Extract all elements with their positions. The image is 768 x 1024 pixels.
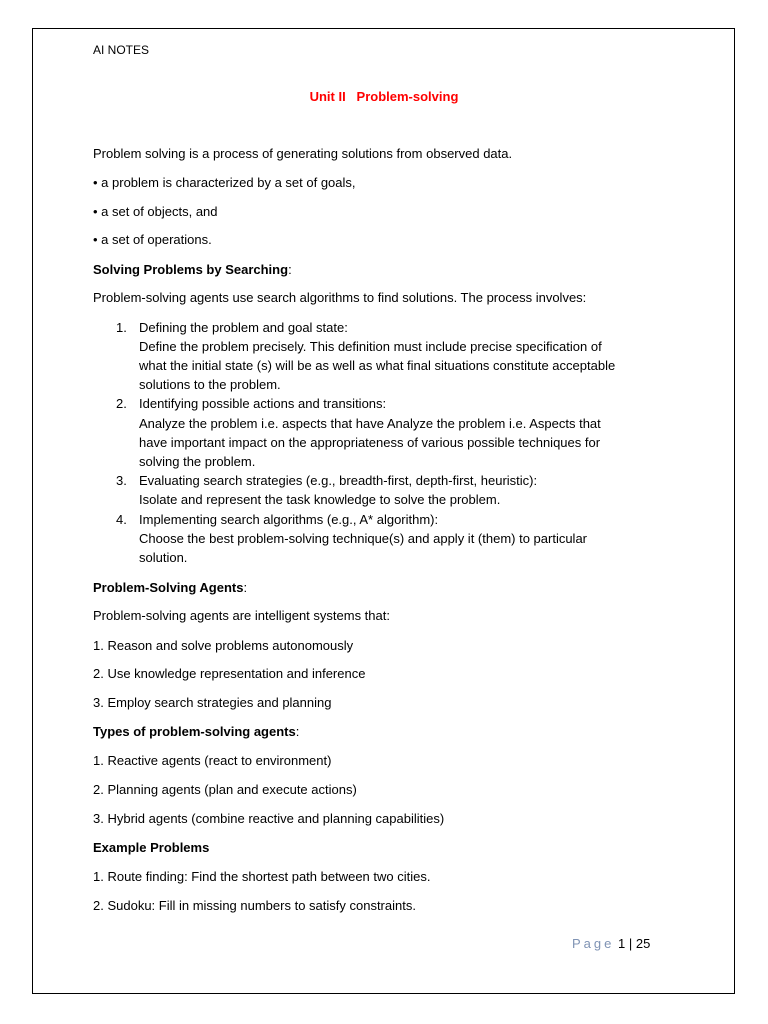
list-item: 2. Sudoku: Fill in missing numbers to satisfy constraints.	[93, 898, 416, 913]
page-separator: |	[625, 936, 636, 951]
bullet-item: • a set of objects, and	[93, 204, 218, 219]
page-label: Page	[572, 936, 615, 951]
step-line: solution.	[139, 550, 188, 565]
document-title	[0, 89, 768, 104]
heading-text: Problem-Solving Agents	[93, 580, 244, 595]
step-line: have important impact on the appropriateness of various possible techniques for	[139, 435, 601, 450]
heading-text: Types of problem-solving agents	[93, 724, 296, 739]
page-current: 1	[618, 936, 626, 951]
bullet-item: • a problem is characterized by a set of goals,	[93, 175, 356, 190]
intro-paragraph: Problem solving is a process of generating solutions from observed data.	[93, 146, 513, 161]
page-total: 25	[635, 936, 651, 951]
step-title: Identifying possible actions and transitions:	[139, 396, 387, 411]
step-number: 4.	[116, 512, 127, 527]
section-heading-types	[93, 724, 299, 739]
list-item: 3. Hybrid agents (combine reactive and planning capabilities)	[93, 811, 445, 826]
list-item: 1. Reason and solve problems autonomously	[93, 638, 354, 653]
searching-intro: Problem-solving agents use search algorithms to find solutions. The process involves:	[93, 290, 587, 305]
section-heading-examples: Example Problems	[93, 840, 210, 855]
step-line: Isolate and represent the task knowledge to solve the problem.	[139, 492, 501, 507]
list-item: 2. Use knowledge representation and inference	[93, 666, 366, 681]
heading-colon: :	[243, 580, 248, 595]
step-line: Analyze the problem i.e. aspects that have Analyze the problem i.e. Aspects that	[139, 416, 601, 431]
step-title: Evaluating search strategies (e.g., breadth-first, depth-first, heuristic):	[139, 473, 538, 488]
step-line: Define the problem precisely. This definition must include precise specification of	[139, 339, 602, 354]
list-item: 1. Reactive agents (react to environment)	[93, 753, 332, 768]
step-number: 3.	[116, 473, 127, 488]
heading-colon: :	[288, 262, 292, 277]
title-unit: Unit II	[309, 89, 346, 104]
heading-text: Solving Problems by Searching	[93, 262, 289, 277]
step-number: 1.	[116, 320, 127, 335]
step-line: Choose the best problem-solving technique(s) and apply it (them) to particular	[139, 531, 588, 546]
section-heading-searching	[93, 262, 292, 277]
list-item: 2. Planning agents (plan and execute actions)	[93, 782, 357, 797]
title-topic: Problem-solving	[356, 89, 459, 104]
step-line: solutions to the problem.	[139, 377, 281, 392]
bullet-item: • a set of operations.	[93, 232, 212, 247]
step-number: 2.	[116, 396, 127, 411]
section-heading-agents	[93, 580, 247, 595]
document-header: AI NOTES	[93, 43, 150, 57]
page-footer	[572, 936, 650, 951]
agents-intro: Problem-solving agents are intelligent systems that:	[93, 608, 390, 623]
step-title: Implementing search algorithms (e.g., A* algorithm):	[139, 512, 439, 527]
step-line: what the initial state (s) will be as well as what final situations constitute acceptable	[139, 358, 616, 373]
step-title: Defining the problem and goal state:	[139, 320, 348, 335]
list-item: 3. Employ search strategies and planning	[93, 695, 332, 710]
list-item: 1. Route finding: Find the shortest path between two cities.	[93, 869, 431, 884]
step-line: solving the problem.	[139, 454, 256, 469]
heading-colon: :	[295, 724, 300, 739]
